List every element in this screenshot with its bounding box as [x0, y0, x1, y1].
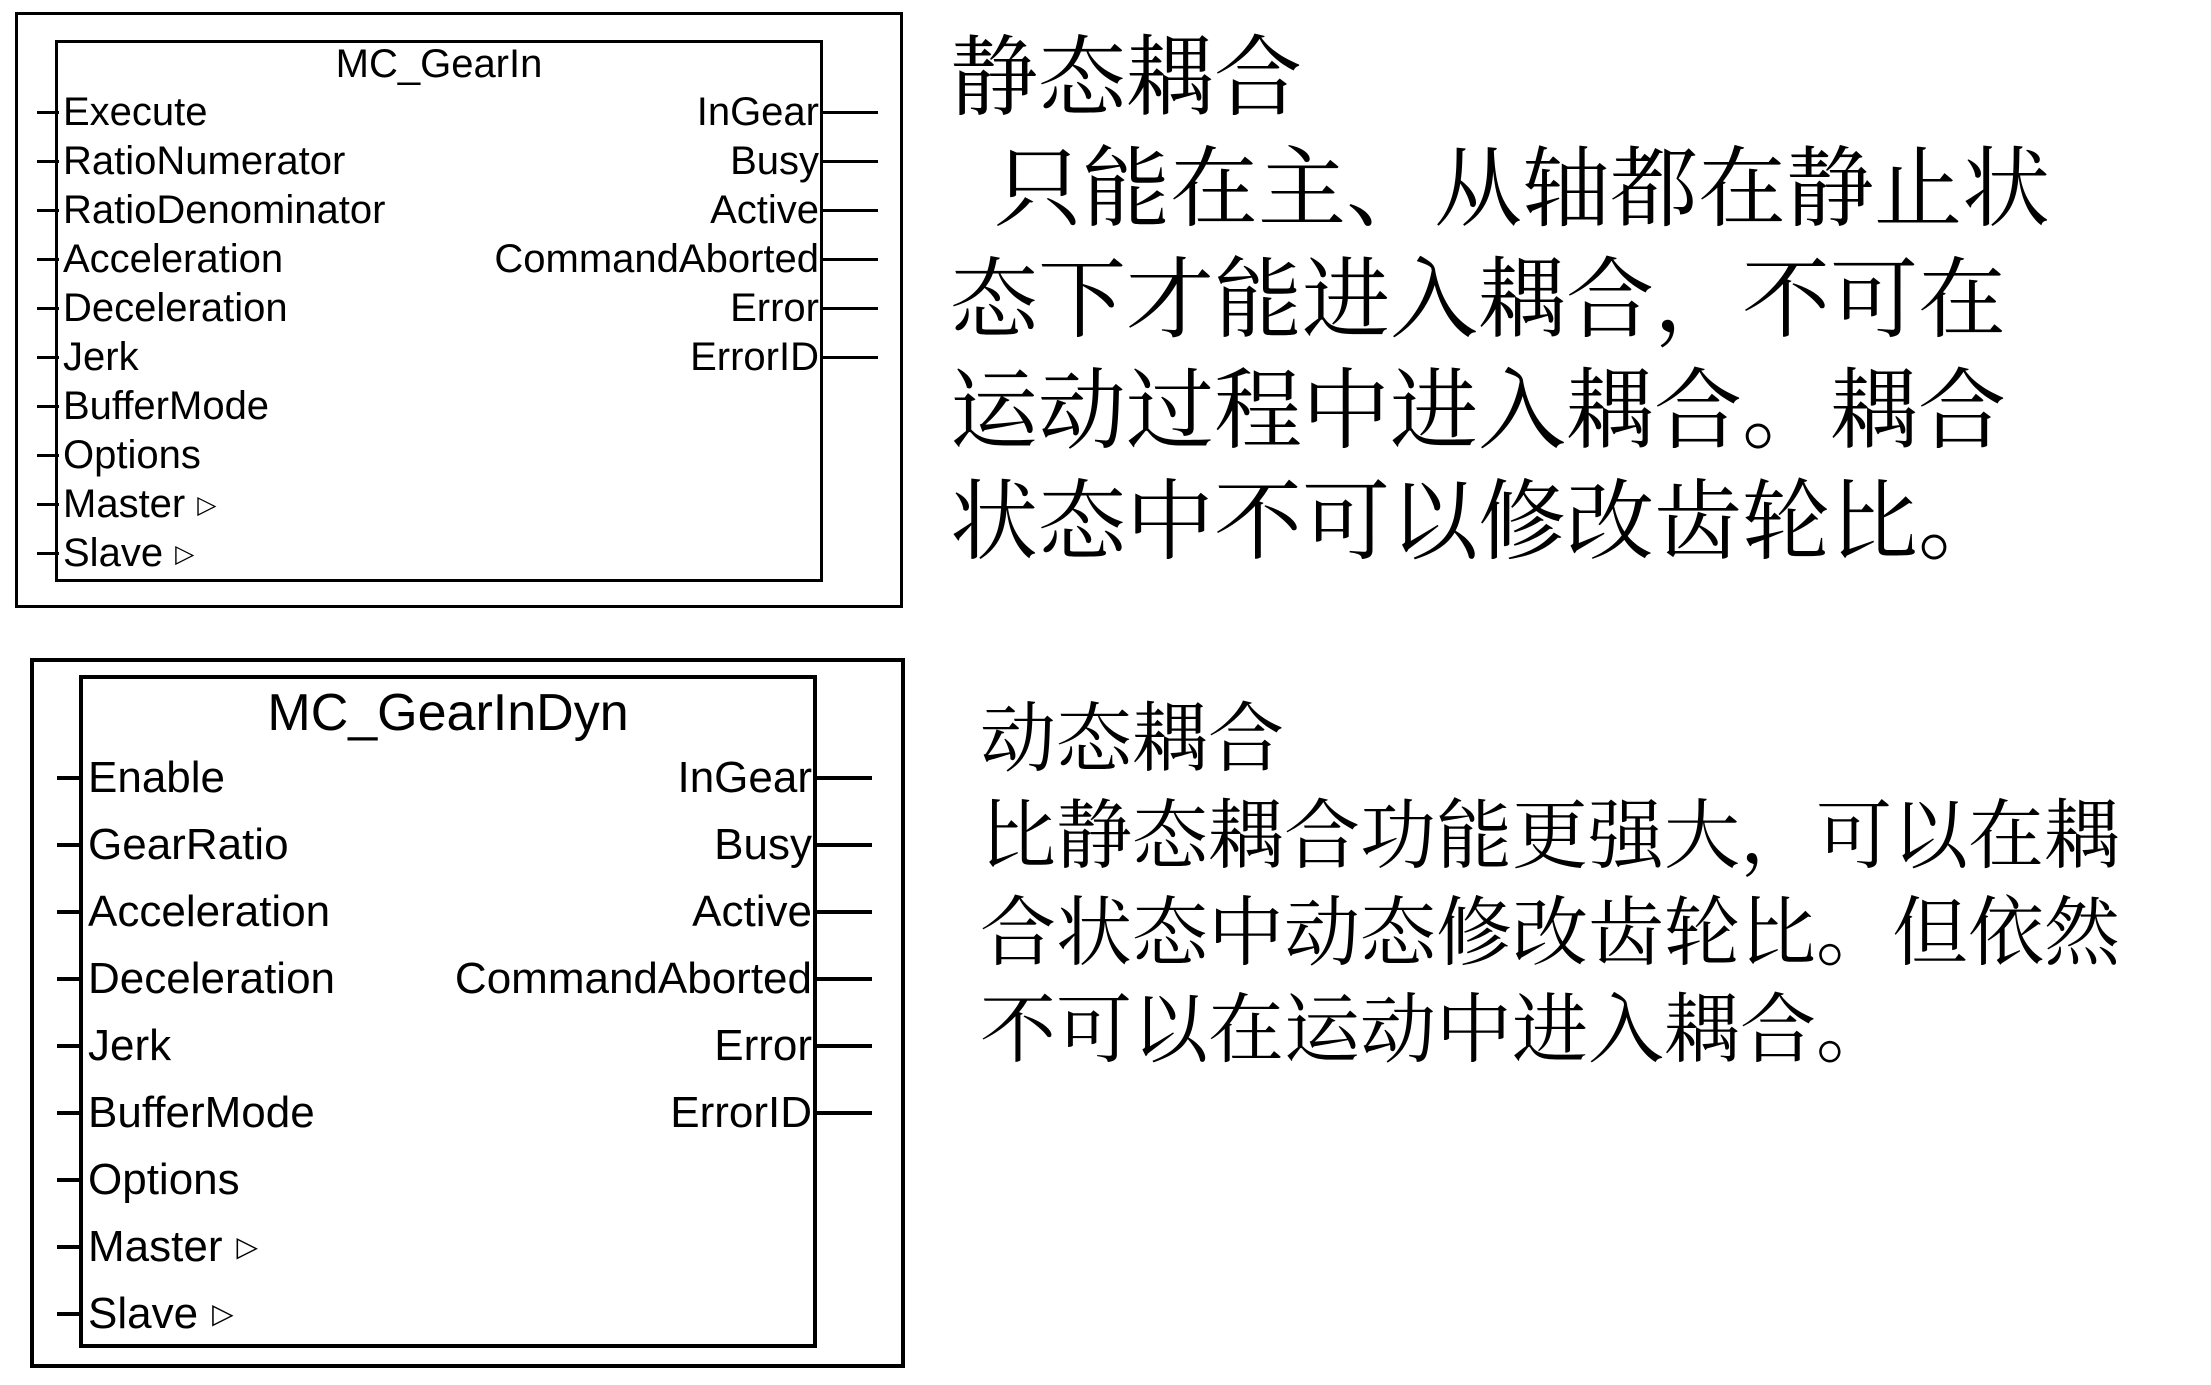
output-pin-line — [817, 1111, 872, 1115]
pin-row — [57, 744, 872, 811]
block-pin-rows — [37, 88, 878, 578]
input-pin-label: BufferMode — [88, 1087, 315, 1137]
pin-row — [37, 529, 878, 578]
input-pin-line — [57, 1245, 83, 1249]
output-pin-line — [817, 910, 872, 914]
input-pin-line — [37, 454, 59, 457]
output-pin-line — [823, 307, 878, 310]
output-pin-line — [817, 1044, 872, 1048]
output-pin-line — [817, 843, 872, 847]
note-line: 只能在主、从轴都在静止状 — [950, 142, 2051, 239]
pin-row — [37, 480, 878, 529]
output-pin-label: Active — [692, 886, 812, 936]
input-pin — [57, 1222, 258, 1272]
pin-row — [57, 1079, 872, 1146]
input-pin — [37, 482, 216, 527]
pin-row — [37, 235, 878, 284]
note-line: 比静态耦合功能更强大，可以在耦 — [980, 795, 2120, 879]
input-pin — [37, 335, 143, 380]
note-line: 静态耦合 — [950, 31, 1303, 128]
output-pin — [693, 90, 878, 135]
output-pin — [726, 286, 878, 331]
input-pin — [57, 1155, 245, 1205]
input-pin-label: Enable — [88, 752, 226, 802]
input-pin — [57, 820, 294, 870]
output-pin-label: Busy — [730, 139, 819, 183]
block-pin-rows — [57, 744, 872, 1347]
note-line: 运动过程中进入耦合。耦合 — [950, 364, 2007, 461]
note-line: 不可以在运动中进入耦合。 — [980, 989, 1892, 1073]
input-pin-line — [37, 111, 59, 114]
output-pin-label: InGear — [696, 90, 819, 134]
output-pin — [709, 820, 872, 870]
input-pin — [57, 887, 335, 937]
input-pin — [37, 139, 349, 184]
pin-row — [57, 1146, 872, 1213]
input-pin-line — [57, 1111, 83, 1115]
input-pin-line — [57, 1044, 83, 1048]
pin-row — [57, 1280, 872, 1347]
pin-row — [37, 284, 878, 333]
output-pin-label: Busy — [714, 819, 812, 869]
input-pin-label: Slave — [88, 1288, 199, 1338]
output-pin-label: CommandAborted — [454, 953, 812, 1003]
output-pin — [686, 335, 878, 380]
pin-row — [57, 811, 872, 878]
input-pin — [57, 1088, 320, 1138]
output-pin-label: Active — [710, 188, 819, 232]
output-pin-line — [823, 209, 878, 212]
pin-row — [57, 878, 872, 945]
output-pin-line — [817, 977, 872, 981]
input-pin — [37, 433, 205, 478]
input-pin-label: Options — [63, 433, 201, 477]
note-dynamic-coupling — [980, 692, 2120, 1080]
input-pin-label: RatioNumerator — [63, 139, 346, 183]
input-pin-line — [37, 405, 59, 408]
output-pin — [665, 1088, 872, 1138]
output-pin-label: CommandAborted — [494, 237, 819, 281]
output-pin — [490, 237, 878, 282]
input-pin-label: Acceleration — [63, 237, 284, 281]
output-pin-label: InGear — [677, 752, 812, 802]
note-line: 态下才能进入耦合，不可在 — [950, 253, 2007, 350]
input-pin-line — [37, 503, 59, 506]
input-pin-label: Options — [88, 1154, 240, 1204]
input-pin-label: Master — [63, 482, 186, 526]
input-pin-line — [57, 1312, 83, 1316]
output-pin — [709, 1021, 872, 1071]
input-pin-line — [57, 843, 83, 847]
block-title: MC_GearInDyn — [267, 684, 629, 742]
axis-ref-icon: ▷ — [175, 539, 195, 568]
input-pin-label: BufferMode — [63, 384, 270, 428]
input-pin-label: RatioDenominator — [63, 188, 386, 232]
note-line: 状态中不可以修改齿轮比。 — [950, 475, 2007, 572]
output-pin — [726, 139, 878, 184]
output-pin — [672, 753, 872, 803]
input-pin-label: GearRatio — [88, 819, 289, 869]
block-title: MC_GearIn — [335, 42, 543, 86]
input-pin — [37, 237, 287, 282]
output-pin-line — [823, 356, 878, 359]
pin-row — [37, 186, 878, 235]
output-pin-label: ErrorID — [690, 335, 819, 379]
output-pin-label: ErrorID — [670, 1087, 812, 1137]
axis-ref-icon: ▷ — [236, 1230, 259, 1263]
note-line: 合状态中动态修改齿轮比。但依然 — [980, 892, 2120, 976]
input-pin-line — [37, 258, 59, 261]
pin-row — [37, 382, 878, 431]
pin-row — [37, 333, 878, 382]
input-pin-label: Execute — [63, 90, 208, 134]
output-pin-label: Error — [730, 286, 819, 330]
input-pin-line — [37, 552, 59, 555]
input-pin-line — [37, 209, 59, 212]
input-pin-label: Master — [88, 1221, 223, 1271]
input-pin-line — [57, 1178, 83, 1182]
axis-ref-icon: ▷ — [197, 490, 217, 519]
input-pin — [57, 1289, 234, 1339]
pin-row — [57, 945, 872, 1012]
input-pin — [37, 90, 212, 135]
input-pin — [37, 188, 389, 233]
axis-ref-icon: ▷ — [212, 1297, 234, 1330]
input-pin-line — [37, 356, 59, 359]
input-pin — [57, 753, 230, 803]
pin-row — [57, 1213, 872, 1280]
input-pin-line — [37, 307, 59, 310]
input-pin-label: Acceleration — [88, 886, 331, 936]
output-pin — [706, 188, 878, 233]
input-pin-label: Slave — [63, 531, 164, 575]
input-pin-label: Jerk — [88, 1020, 172, 1070]
output-pin-label: Error — [714, 1020, 812, 1070]
note-static-coupling — [950, 24, 2050, 579]
pin-row — [37, 88, 878, 137]
input-pin-line — [57, 776, 83, 780]
input-pin-label: Deceleration — [63, 286, 288, 330]
input-pin-label: Deceleration — [88, 953, 336, 1003]
input-pin-line — [57, 977, 83, 981]
output-pin — [687, 887, 872, 937]
input-pin-line — [37, 160, 59, 163]
input-pin-line — [57, 910, 83, 914]
input-pin — [37, 384, 273, 429]
input-pin — [37, 286, 292, 331]
output-pin-line — [823, 160, 878, 163]
input-pin — [57, 1021, 176, 1071]
input-pin-label: Jerk — [63, 335, 139, 379]
pin-row — [37, 137, 878, 186]
output-pin-line — [823, 111, 878, 114]
note-line: 动态耦合 — [980, 698, 1284, 782]
input-pin — [37, 531, 194, 576]
input-pin — [57, 954, 340, 1004]
output-pin — [450, 954, 872, 1004]
pin-row — [37, 431, 878, 480]
pin-row — [57, 1012, 872, 1079]
output-pin-line — [817, 776, 872, 780]
output-pin-line — [823, 258, 878, 261]
